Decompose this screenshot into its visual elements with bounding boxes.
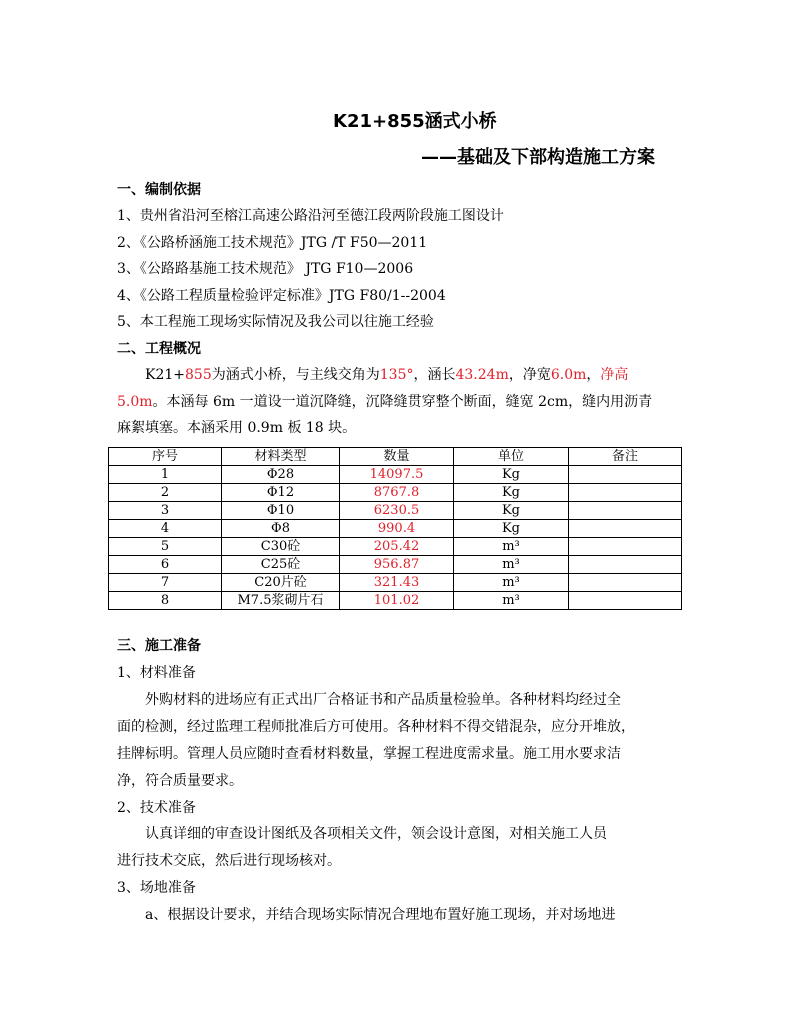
basis-item: 3、《公路路基施工技术规范》 JTG F10—2006 — [117, 261, 414, 277]
table-cell: 8 — [109, 592, 222, 610]
materials-table — [108, 447, 682, 610]
overview-paragraph-line: 麻絮填塞。本涵采用 0.9m 板 18 块。 — [117, 420, 357, 436]
table-cell — [569, 484, 682, 502]
section-heading-preparation: 三、施工准备 — [117, 638, 201, 654]
table-cell: 6230.5 — [340, 502, 454, 520]
table-cell: C30砼 — [222, 538, 340, 556]
table-header-row — [109, 448, 682, 466]
table-cell: Φ8 — [222, 520, 340, 538]
table-cell: 6 — [109, 556, 222, 574]
table-cell: m³ — [454, 574, 569, 592]
page-subtitle: ——基础及下部构造施工方案 — [421, 147, 655, 168]
table-row — [109, 574, 682, 592]
table-cell: Kg — [454, 466, 569, 484]
table-row — [109, 484, 682, 502]
basis-item: 1、贵州省沿河至榕江高速公路沿河至德江段两阶段施工图设计 — [117, 208, 504, 224]
section-heading-basis: 一、编制依据 — [117, 182, 201, 198]
table-cell: 101.02 — [340, 592, 454, 610]
overview-paragraph-line: K21+855为涵式小桥，与主线交角为135°，涵长43.24m，净宽6.0m，净高 — [145, 367, 629, 383]
table-cell: m³ — [454, 556, 569, 574]
table-cell: Kg — [454, 484, 569, 502]
table-cell: 14097.5 — [340, 466, 454, 484]
table-cell: 3 — [109, 502, 222, 520]
overview-paragraph-line: 5.0m。本涵每 6m 一道设一道沉降缝，沉降缝贯穿整个断面，缝宽 2cm，缝内用沥青 — [117, 394, 653, 410]
table-cell: 205.42 — [340, 538, 454, 556]
table-cell — [569, 502, 682, 520]
table-cell: 4 — [109, 520, 222, 538]
table-cell: Φ12 — [222, 484, 340, 502]
paragraph-line: 外购材料的进场应有正式出厂合格证书和产品质量检验单。各种材料均经过全 — [145, 692, 621, 708]
table-cell — [569, 520, 682, 538]
table-cell — [569, 466, 682, 484]
paragraph-line: 挂牌标明。管理人员应随时查看材料数量，掌握工程进度需求量。施工用水要求洁 — [117, 746, 621, 762]
table-cell: 7 — [109, 574, 222, 592]
table-header-cell: 单位 — [454, 448, 569, 466]
table-header-cell: 备注 — [569, 448, 682, 466]
table-cell: 2 — [109, 484, 222, 502]
table-row — [109, 466, 682, 484]
table-cell: m³ — [454, 592, 569, 610]
basis-item: 4、《公路工程质量检验评定标准》JTG F80/1--2004 — [117, 288, 446, 304]
subsection-heading: 2、技术准备 — [117, 800, 196, 816]
basis-item: 2、《公路桥涵施工技术规范》JTG /T F50—2011 — [117, 235, 428, 251]
table-cell: Kg — [454, 520, 569, 538]
table-cell — [569, 592, 682, 610]
section-heading-overview: 二、工程概况 — [117, 341, 201, 357]
table-row — [109, 538, 682, 556]
table-row — [109, 556, 682, 574]
table-cell — [569, 574, 682, 592]
table-cell: Φ28 — [222, 466, 340, 484]
table-cell: 321.43 — [340, 574, 454, 592]
table-row — [109, 520, 682, 538]
paragraph-line: 面的检测，经过监理工程师批准后方可使用。各种材料不得交错混杂，应分开堆放， — [117, 719, 635, 735]
table-cell: M7.5浆砌片石 — [222, 592, 340, 610]
table-cell: Kg — [454, 502, 569, 520]
table-cell: m³ — [454, 538, 569, 556]
table-header-cell: 序号 — [109, 448, 222, 466]
table-header-cell: 材料类型 — [222, 448, 340, 466]
subsection-heading: 1、材料准备 — [117, 665, 196, 681]
table-cell: 8767.8 — [340, 484, 454, 502]
basis-item: 5、本工程施工现场实际情况及我公司以往施工经验 — [117, 314, 434, 330]
paragraph-line: 净，符合质量要求。 — [117, 773, 243, 789]
table-cell: C20片砼 — [222, 574, 340, 592]
table-row — [109, 502, 682, 520]
paragraph-line: a、根据设计要求，并结合现场实际情况合理地布置好施工现场，并对场地进 — [145, 907, 616, 923]
table-row — [109, 592, 682, 610]
table-cell: Φ10 — [222, 502, 340, 520]
table-cell: 5 — [109, 538, 222, 556]
table-cell — [569, 538, 682, 556]
table-header-cell: 数量 — [340, 448, 454, 466]
table-cell: C25砼 — [222, 556, 340, 574]
subsection-heading: 3、场地准备 — [117, 880, 196, 896]
table-cell: 1 — [109, 466, 222, 484]
table-cell — [569, 556, 682, 574]
paragraph-line: 进行技术交底，然后进行现场核对。 — [117, 853, 341, 869]
paragraph-line: 认真详细的审查设计图纸及各项相关文件，领会设计意图，对相关施工人员 — [145, 826, 607, 842]
table-cell: 990.4 — [340, 520, 454, 538]
table-cell: 956.87 — [340, 556, 454, 574]
page-title: K21+855涵式小桥 — [333, 111, 497, 132]
